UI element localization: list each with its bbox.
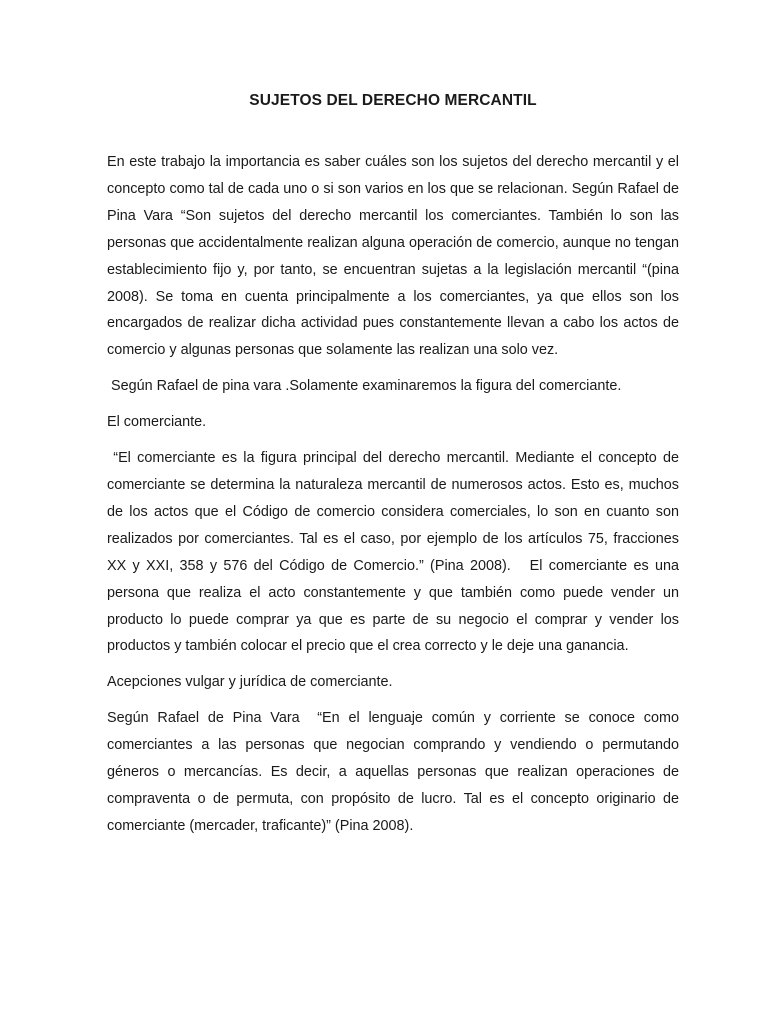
paragraph-pina-note: Según Rafael de pina vara .Solamente examinaremos la figura del comerciante. bbox=[107, 378, 622, 395]
title-spacer bbox=[107, 116, 679, 149]
heading-acepciones: Acepciones vulgar y jurídica de comerciante. bbox=[107, 674, 393, 691]
heading-el-comerciante: El comerciante. bbox=[107, 414, 207, 431]
paragraph-intro: En este trabajo la importancia es saber cuáles son los sujetos del derecho mercantil y el concepto como tal de cada uno o si son varios en los que se relacionan. Según Rafael de Pina Vara “Son sujetos del derecho mercantil los comerciantes. También lo son las personas que accidentalmente realizan alguna operación de comercio, aunque no tengan establecimiento fijo y, por tanto, se encuentran sujetas a la legislación mercantil “(pina 2008). Se toma en cuenta principalmente a los comerciantes, ya que ellos son los encargados de realizar dicha actividad pues constantemente llevan a cabo los actos de comercio y algunas personas que solamente las realizan una solo vez. bbox=[107, 154, 679, 359]
paragraph-comerciante-definition: “El comerciante es la figura principal del derecho mercantil. Mediante el concepto de comerciante se determina la naturaleza mercantil de numerosos actos. Esto es, muchos de los actos que el Código de comercio considera comerciales, lo son en cuanto son realizados por comerciantes. Tal es el caso, por ejemplo de los artículos 75, fracciones XX y XXI, 358 y 576 del Código de Comercio.” (Pina 2008). El comerciante es una persona que realiza el acto constantemente y que también como puede vender un producto lo puede comprar ya que es parte de su negocio el comprar y vender los productos y también colocar el precio que el crea correcto y le deje una ganancia. bbox=[107, 450, 683, 655]
document-body bbox=[107, 86, 683, 840]
document-title: SUJETOS DEL DERECHO MERCANTIL bbox=[249, 92, 537, 109]
paragraph-acepciones: Según Rafael de Pina Vara “En el lenguaje común y corriente se conoce como comerciantes a las personas que negocian comprando y vendiendo o permutando géneros o mercancías. Es decir, a aquellas personas que realizan operaciones de compraventa o de permuta, con propósito de lucro. Tal es el concepto originario de comerciante (mercader, traficante)” (Pina 2008). bbox=[107, 710, 683, 834]
